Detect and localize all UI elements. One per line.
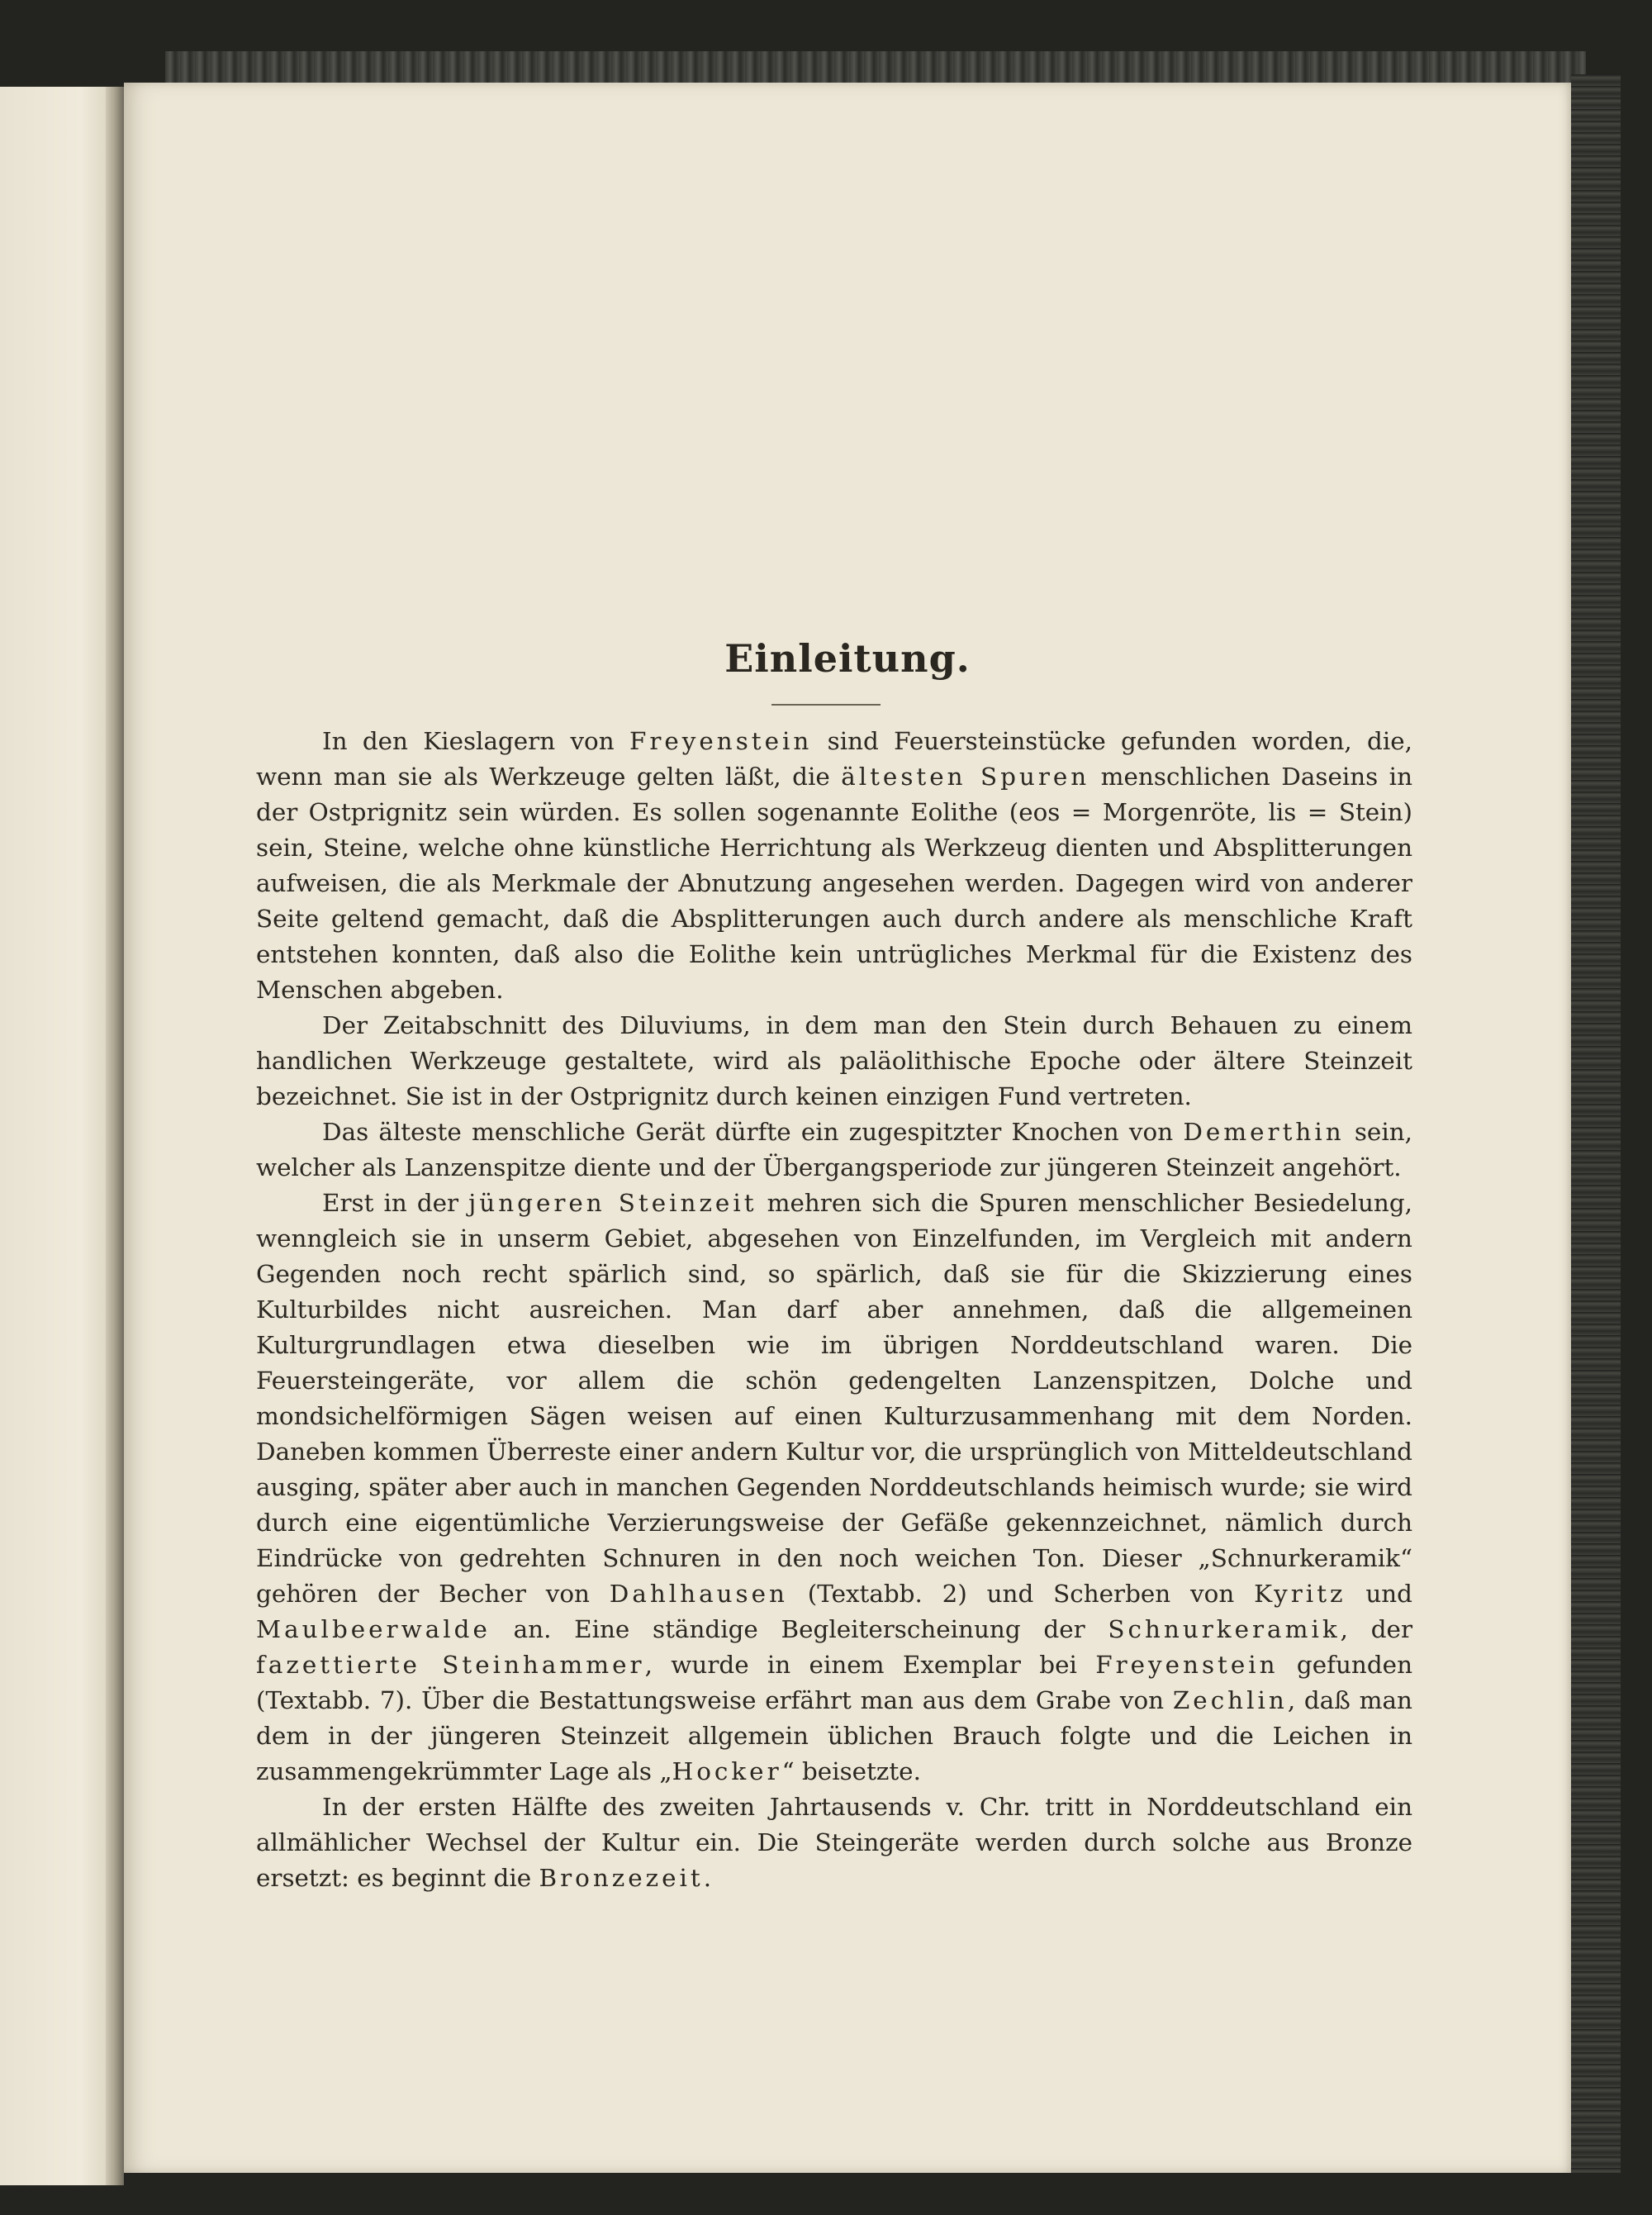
text-segment-spaced: Dahlhausen — [609, 1580, 788, 1608]
text-segment-spaced: Hocker — [672, 1757, 782, 1785]
text-segment-spaced: Schnurkeramik — [1108, 1615, 1341, 1643]
text-segment: Das älteste menschliche Gerät dürfte ein zugespitzter Knochen von — [322, 1118, 1184, 1146]
text-segment: . — [703, 1864, 712, 1892]
paragraph — [256, 1008, 1412, 1115]
book-cover-edge — [1571, 74, 1621, 2173]
text-segment: , daß man dem in der jüngeren Steinzeit allgemein üblichen Brauch folgte und die Leichen in zusammengekrümmter Lage als „ — [256, 1686, 1412, 1785]
facing-page-edge — [0, 87, 116, 2185]
text-segment: sein, welcher als Lanzenspitze diente und der Übergangsperiode zur jüngeren Steinzeit angehört. — [256, 1118, 1412, 1181]
text-segment: “ beisetzte. — [781, 1757, 921, 1785]
page-title: Einleitung. — [724, 636, 971, 681]
text-segment: Erst in der — [322, 1189, 469, 1217]
paragraph — [256, 1186, 1412, 1790]
text-segment-spaced: jüngeren Steinzeit — [468, 1189, 757, 1217]
text-segment: sind Feuersteinstücke gefunden worden, die, wenn man sie als Werkzeuge gelten läßt, die — [256, 727, 1413, 791]
body-text — [256, 724, 1412, 1896]
text-segment-spaced: Bronzezeit — [539, 1864, 704, 1892]
text-segment: , der — [1340, 1615, 1412, 1643]
text-segment: In der ersten Hälfte des zweiten Jahrtausends v. Chr. tritt in Norddeutschland ein allmählicher Wechsel der Kultur ein. Die Steingeräte werden durch solche aus Bronze ersetzt: es beginnt die — [256, 1793, 1412, 1892]
text-segment-spaced: fazettierte Steinhammer — [256, 1651, 645, 1679]
text-segment: an. Eine ständige Begleiterscheinung der — [490, 1615, 1108, 1643]
text-segment-spaced: Maulbeerwalde — [256, 1615, 491, 1643]
text-segment-spaced: Freyenstein — [629, 727, 813, 755]
paragraph — [256, 1790, 1412, 1896]
text-segment: und — [1346, 1580, 1412, 1608]
book-page — [124, 83, 1571, 2173]
text-segment-spaced: Zechlin — [1172, 1686, 1288, 1714]
page-gutter — [106, 87, 124, 2185]
title-divider — [771, 704, 881, 706]
text-segment-spaced: Freyenstein — [1095, 1651, 1279, 1679]
text-segment: In den Kieslagern von — [322, 727, 629, 755]
text-segment: (Textabb. 2) und Scherben von — [787, 1580, 1255, 1608]
paragraph — [256, 1115, 1412, 1186]
text-segment: menschlichen Daseins in der Ostprignitz sein würden. Es sollen sogenannte Eolithe (eos = Morgenröte, lis = Stein) sein, Steine, welche ohne künstliche Herrichtung als Werkzeug dienten und Absplitterungen aufweisen, die als Merkmale der Abnutzung angesehen werden. Dagegen wird von anderer Seite geltend gemacht, daß die Absplitterungen auch durch andere als menschliche Kraft entstehen konnten, daß also die Eolithe kein untrügliches Merkmal für die Existenz des Menschen abgeben. — [256, 763, 1413, 1004]
text-segment-spaced: Kyritz — [1254, 1580, 1346, 1608]
text-segment-spaced: Demerthin — [1183, 1118, 1345, 1146]
text-segment: , wurde in einem Exemplar bei — [644, 1651, 1096, 1679]
paragraph — [256, 724, 1412, 1008]
text-segment: mehren sich die Spuren menschlicher Besiedelung, wenngleich sie in unserm Gebiet, abgesehen von Einzelfunden, im Vergleich mit andern Gegenden noch recht spärlich sind, so spärlich, daß sie für die Skizzierung eines Kulturbildes nicht ausreichen. Man darf aber annehmen, daß die allgemeinen Kulturgrundlagen etwa dieselben wie im übrigen Norddeutschland waren. Die Feuersteingeräte, vor allem die schön gedengelten Lanzenspitzen, Dolche und mondsichelförmigen Sägen weisen auf einen Kulturzusammenhang mit dem Norden. Daneben kommen Überreste einer andern Kultur vor, die ursprünglich von Mitteldeutschland ausging, später aber auch in manchen Gegenden Norddeutschlands heimisch wurde; sie wird durch eine eigentümliche Verzierungsweise der Gefäße gekennzeichnet, nämlich durch Eindrücke von gedrehten Schnuren in den noch weichen Ton. Dieser „Schnurkeramik“ gehören der Becher von — [256, 1189, 1412, 1608]
text-segment-spaced: ältesten Spuren — [841, 763, 1090, 791]
text-segment: Der Zeitabschnitt des Diluviums, in dem man den Stein durch Behauen zu einem handlichen Werkzeuge gestaltete, wird als paläolithische Epoche oder ältere Steinzeit bezeichnet. Sie ist in der Ostprignitz durch keinen einzigen Fund vertreten. — [256, 1011, 1412, 1110]
text-segment: gefunden (Textabb. 7). Über die Bestattungsweise erfährt man aus dem Grabe von — [256, 1651, 1412, 1714]
